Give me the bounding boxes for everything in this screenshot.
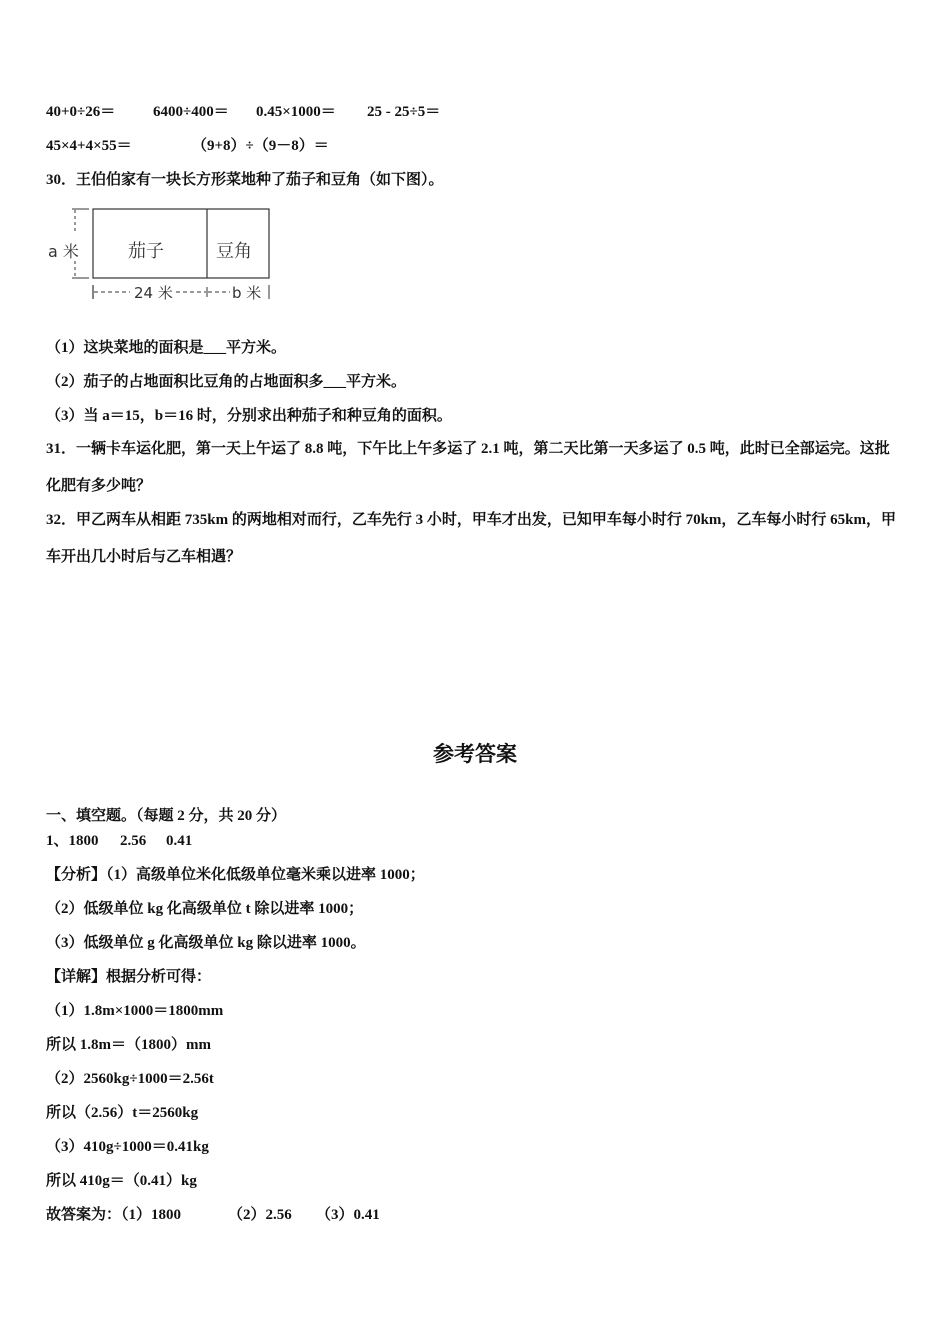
vegetable-plot-figure <box>44 206 276 304</box>
q30-sub1: （1）这块菜地的面积是___平方米。 <box>46 340 287 356</box>
detail-line: （1）1.8m×1000＝1800mm <box>46 1003 224 1019</box>
plot-diagram <box>44 206 276 304</box>
analysis-line-1: 【分析】（1）高级单位米化低级单位毫米乘以进率 1000； <box>46 867 425 883</box>
detail-heading: 【详解】根据分析可得： <box>46 969 212 985</box>
final-answer <box>46 1205 380 1225</box>
analysis-line-3: （3）低级单位 g 化高级单位 kg 除以进率 1000。 <box>46 935 366 951</box>
calc-row-2 <box>46 136 329 156</box>
final-answer-part: （3）0.41 <box>316 1207 380 1223</box>
calc-item: 40+0÷26＝ <box>46 104 116 120</box>
calc-item: 6400÷400＝ <box>153 104 229 120</box>
final-answer-part: 故答案为：（1）1800 <box>46 1207 182 1223</box>
detail-line: （2）2560kg÷1000＝2.56t <box>46 1071 214 1087</box>
calc-item: 0.45×1000＝ <box>256 104 336 120</box>
detail-line: 所以 410g＝（0.41）kg <box>46 1173 197 1189</box>
q30-stem: 30．王伯伯家有一块长方形菜地种了茄子和豆角（如下图）。 <box>46 172 444 188</box>
calc-item: 45×4+4×55＝ <box>46 138 132 154</box>
q30-sub2: （2）茄子的占地面积比豆角的占地面积多___平方米。 <box>46 374 407 390</box>
answer-value: 2.56 <box>120 833 147 849</box>
analysis-line-2: （2）低级单位 kg 化高级单位 t 除以进率 1000； <box>46 901 364 917</box>
final-answer-part: （2）2.56 <box>228 1207 292 1223</box>
answer-section-heading: 一、填空题。（每题 2 分，共 20 分） <box>46 808 287 824</box>
answer-value: 0.41 <box>166 833 193 849</box>
calc-row-1 <box>46 102 440 122</box>
answer-item-1 <box>46 831 192 851</box>
width-b-label: b 米 <box>232 284 262 302</box>
answer-title: 参考答案 <box>433 742 517 766</box>
q32: 32．甲乙两车从相距 735km 的两地相对而行，乙车先行 3 小时，甲车才出发，已知甲车每小时行 70km，乙车每小时行 65km，甲车开出几小时后与乙车相遇？ <box>46 512 897 565</box>
q31: 31．一辆卡车运化肥，第一天上午运了 8.8 吨，下午比上午多运了 2.1 吨，第二天比第一天多运了 0.5 吨，此时已全部运完。这批化肥有多少吨？ <box>46 441 890 494</box>
eggplant-label: 茄子 <box>128 241 164 262</box>
width-24-label: 24 米 <box>134 284 173 302</box>
q30-sub3: （3）当 a＝15，b＝16 时，分别求出种茄子和种豆角的面积。 <box>46 408 452 424</box>
calc-item: 25 - 25÷5＝ <box>367 104 441 120</box>
detail-line: 所以 1.8m＝（1800）mm <box>46 1037 211 1053</box>
detail-line: （3）410g÷1000＝0.41kg <box>46 1139 209 1155</box>
answer-value: 1、1800 <box>46 833 99 849</box>
calc-item: （9+8）÷（9－8）＝ <box>192 138 329 154</box>
bean-label: 豆角 <box>216 241 252 262</box>
detail-line: 所以（2.56）t＝2560kg <box>46 1105 199 1121</box>
height-label: a 米 <box>48 242 79 261</box>
